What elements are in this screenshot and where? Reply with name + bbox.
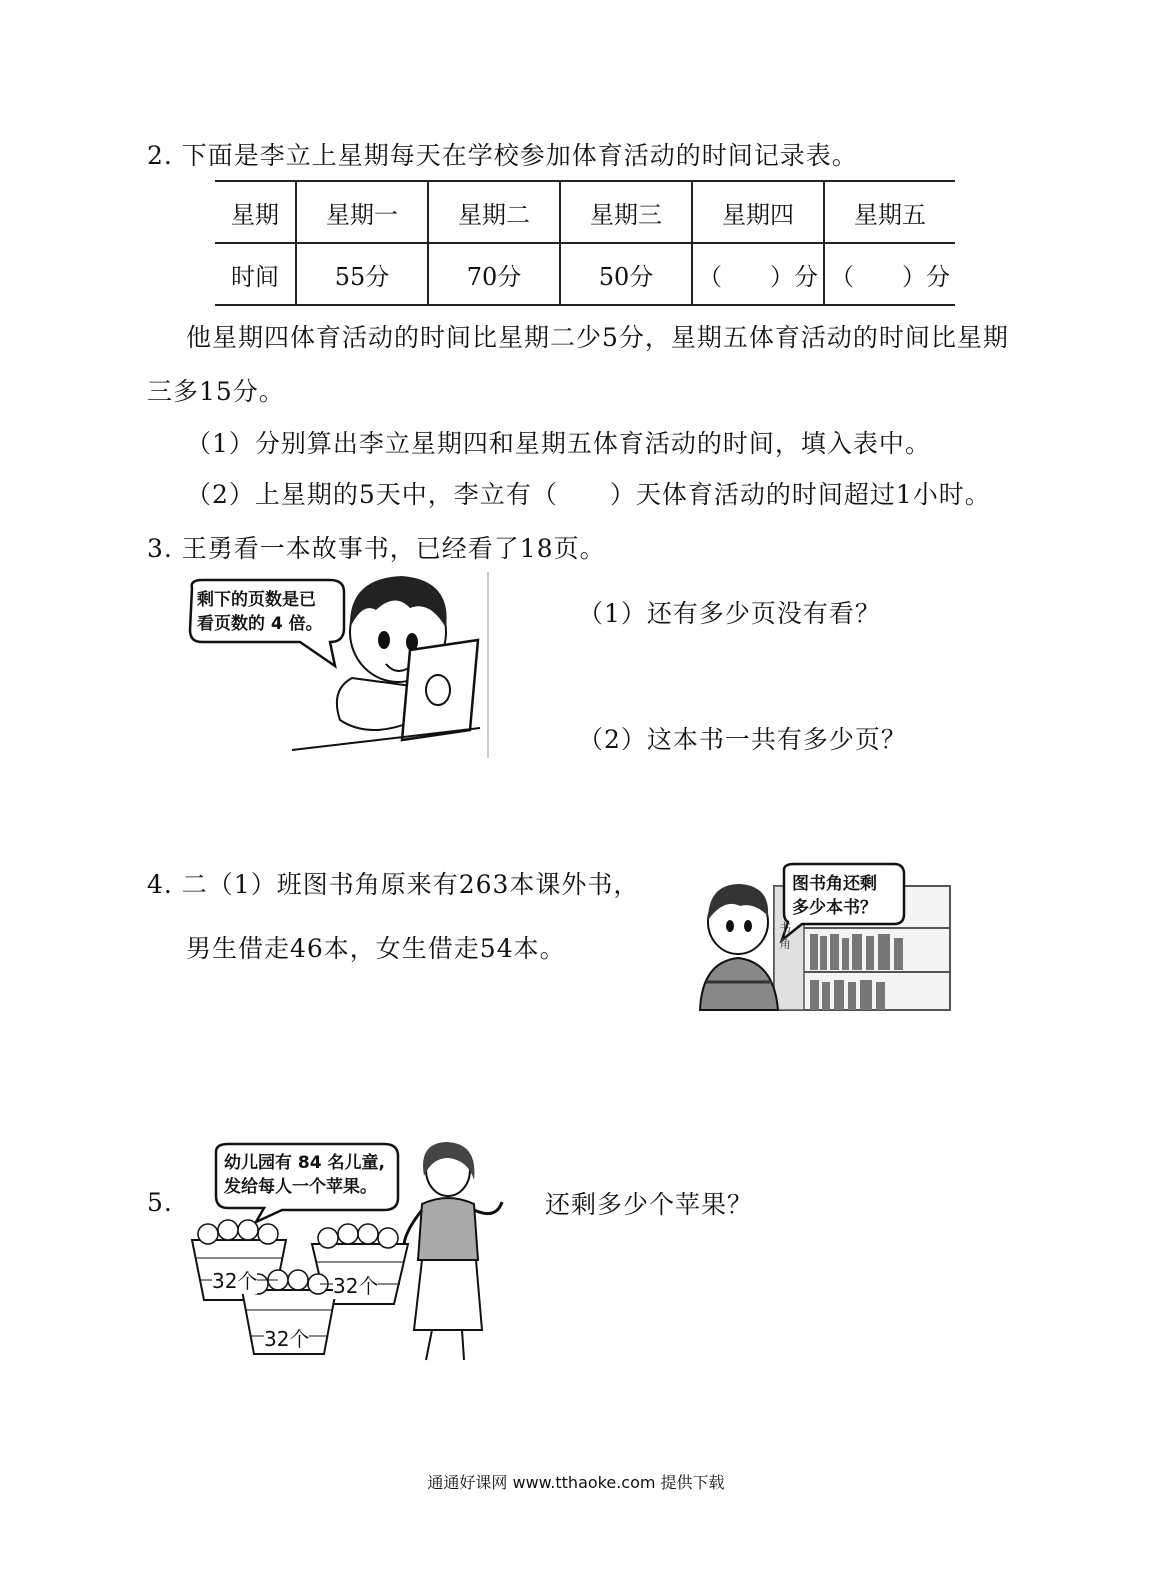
q2-sub1: （1）分别算出李立星期四和星期五体育活动的时间，填入表中。 bbox=[186, 429, 931, 458]
table-cell: 星期二 bbox=[428, 181, 560, 243]
q5-question: 还剩多少个苹果？ bbox=[545, 1190, 754, 1219]
table-cell: 时间 bbox=[215, 243, 296, 305]
table-cell: 星期一 bbox=[296, 181, 428, 243]
basket-label: 32个 bbox=[333, 1270, 378, 1299]
bubble-line: 幼儿园有 84 名儿童, bbox=[224, 1153, 385, 1173]
q2-title: 2. 下面是李立上星期每天在学校参加体育活动的时间记录表。 bbox=[147, 141, 858, 170]
q4-speech-bubble bbox=[792, 872, 877, 920]
table-cell: 星期五 bbox=[824, 181, 955, 243]
table-cell: 70分 bbox=[428, 243, 560, 305]
q2-sub2: （2）上星期的5天中，李立有（ ）天体育活动的时间超过1小时。 bbox=[186, 480, 991, 509]
q3-sub2: （2）这本书一共有多少页？ bbox=[578, 725, 907, 754]
table-header-row bbox=[215, 181, 955, 243]
bubble-line: 剩下的页数是已 bbox=[197, 590, 316, 610]
table-cell: 星期三 bbox=[560, 181, 692, 243]
bubble-line: 图书角还剩 bbox=[792, 874, 877, 894]
q5-number: 5. bbox=[147, 1188, 173, 1217]
q3-title: 3. 王勇看一本故事书，已经看了18页。 bbox=[147, 534, 606, 563]
q3-speech-bubble bbox=[197, 588, 323, 636]
basket-label: 32个 bbox=[264, 1323, 309, 1352]
q4-line2: 男生借走46本，女生借走54本。 bbox=[186, 934, 566, 963]
table-cell: 星期四 bbox=[692, 181, 824, 243]
q3-sub1: （1）还有多少页没有看？ bbox=[578, 599, 881, 628]
bubble-line: 多少本书？ bbox=[792, 898, 877, 918]
q2-paragraph-line1: 他星期四体育活动的时间比星期二少5分，星期五体育活动的时间比星期 bbox=[186, 323, 1009, 352]
q4-title: 4. 二（1）班图书角原来有263本课外书， bbox=[147, 870, 640, 899]
q2-paragraph-line2: 三多15分。 bbox=[147, 377, 285, 406]
bubble-line: 看页数的 4 倍。 bbox=[197, 614, 323, 634]
table-cell: 55分 bbox=[296, 243, 428, 305]
activity-time-table bbox=[215, 180, 955, 306]
table-cell: 星期 bbox=[215, 181, 296, 243]
thursday-answer-blank[interactable]: （ ）分 bbox=[692, 243, 824, 305]
table-row bbox=[215, 243, 955, 305]
basket-label: 32个 bbox=[212, 1265, 257, 1294]
footer-source: 通通好课网 www.tthaoke.com 提供下载 bbox=[427, 1473, 725, 1492]
table-cell: 50分 bbox=[560, 243, 692, 305]
bubble-line: 发给每人一个苹果。 bbox=[224, 1177, 377, 1197]
friday-answer-blank[interactable]: （ ）分 bbox=[824, 243, 955, 305]
q5-speech-bubble bbox=[224, 1151, 385, 1199]
shelf-sign: 书角 bbox=[779, 921, 792, 951]
